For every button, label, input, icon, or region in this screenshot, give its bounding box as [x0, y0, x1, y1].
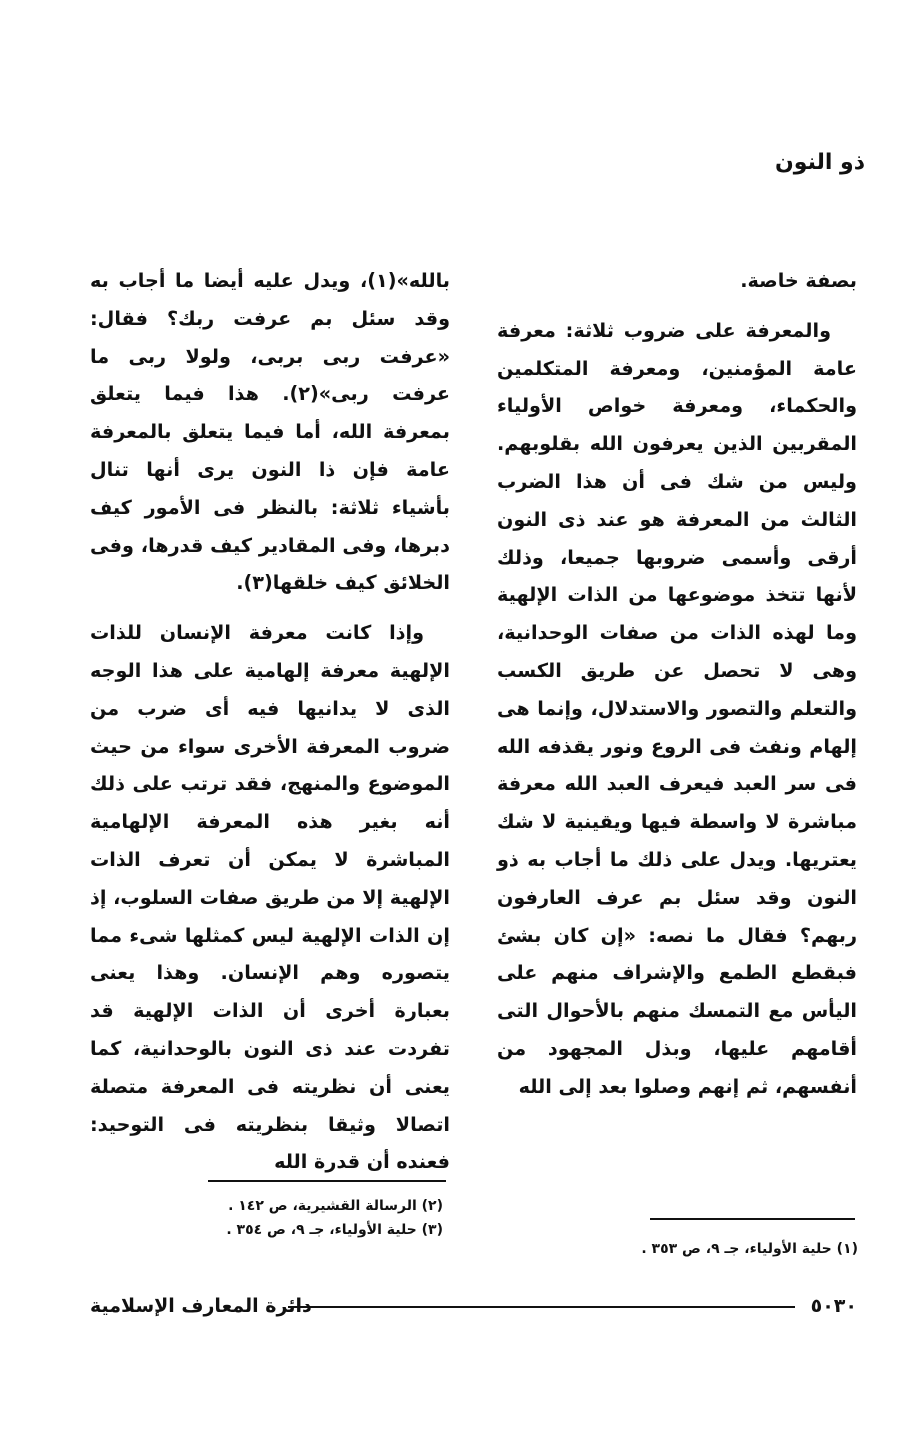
page-number: ٥٠٣٠	[810, 1295, 857, 1317]
right-column-paragraph-1: بصفة خاصة.	[740, 269, 857, 292]
left-footnote-divider	[208, 1180, 446, 1182]
left-column-paragraph-1: بالله»(١)، ويدل عليه أيضا ما أجاب به وقد سئل بم عرفت ربك؟ فقال: «عرفت ربى بربى، ولولا ربى ما عرفت ربى»(٢). هذا فيما يتعلق بمعرفة الله، أما فيما يتعلق بالمعرفة عامة فإن ذا النون يرى أنها تنال بأشياء ثلاثة: بالنظر فى الأمور كيف دبرها، وفى المقادير كيف قدرها، وفى الخلائق كيف خلقها(٣).	[90, 269, 450, 595]
right-footnotes	[641, 1237, 858, 1261]
left-footnotes	[226, 1194, 443, 1242]
right-footnote-divider	[650, 1218, 855, 1220]
footnote-2: (٢) الرسالة القشيرية، ص ١٤٢ .	[228, 1198, 443, 1214]
page-footer	[90, 1291, 857, 1321]
footnote-3: (٣) حلية الأولياء، جـ ٩، ص ٣٥٤ .	[226, 1222, 443, 1238]
left-column-paragraph-2: وإذا كانت معرفة الإنسان للذات الإلهية معرفة إلهامية على هذا الوجه الذى لا يدانيها فيه أى ضرب من ضروب المعرفة الأخرى سواء من حيث الموضوع والمنهج، فقد ترتب على ذلك أنه بغير هذه المعرفة الإلهامية المباشرة لا يمكن أن تعرف الذات الإلهية إلا من طريق صفات السلوب، إذ إن الذات الإلهية ليس كمثلها شىء مما يتصوره وهم الإنسان. وهذا يعنى بعبارة أخرى أن الذات الإلهية قد تفردت عند ذى النون بالوحدانية، كما يعنى أن نظريته فى المعرفة متصلة اتصالا وثيقا بنظريته فى التوحيد: فعنده أن قدرة الله	[90, 621, 450, 1174]
footnote-1: (١) حلية الأولياء، جـ ٩، ص ٣٥٣ .	[641, 1241, 858, 1257]
footer-divider	[288, 1306, 795, 1308]
right-column-paragraph-2: والمعرفة على ضروب ثلاثة: معرفة عامة المؤمنين، ومعرفة المتكلمين والحكماء، ومعرفة خواص الأولياء المقربين الذين يعرفون الله بقلوبهم. وليس من شك فى أن هذا الضرب الثالث من المعرفة هو عند ذى النون أرقى وأسمى ضروبها جميعا، وذلك لأنها تتخذ موضوعها من الذات الإلهية وما لهذه الذات من صفات الوحدانية، وهى لا تحصل عن طريق الكسب والتعلم والتصور والاستدلال، وإنما هى إلهام ونفث فى الروع ونور يقذفه الله فى سر العبد فيعرف العبد الله معرفة مباشرة لا واسطة فيها ويقينية لا شك يعتريها. ويدل على ذلك ما أجاب به ذو النون وقد سئل بم عرف العارفون ربهم؟ فقال ما نصه: «إن كان بشئ فبقطع الطمع والإشراف منهم على اليأس مع التمسك منهم بالأحوال التى أقامهم عليها، وبذل المجهود من أنفسهم، ثم إنهم وصلوا بعد إلى الله	[497, 318, 857, 1098]
running-head: ذو النون	[775, 150, 865, 175]
right-column	[497, 262, 857, 1106]
footer-title: دائرة المعارف الإسلامية	[90, 1295, 312, 1317]
left-column	[90, 262, 450, 1181]
